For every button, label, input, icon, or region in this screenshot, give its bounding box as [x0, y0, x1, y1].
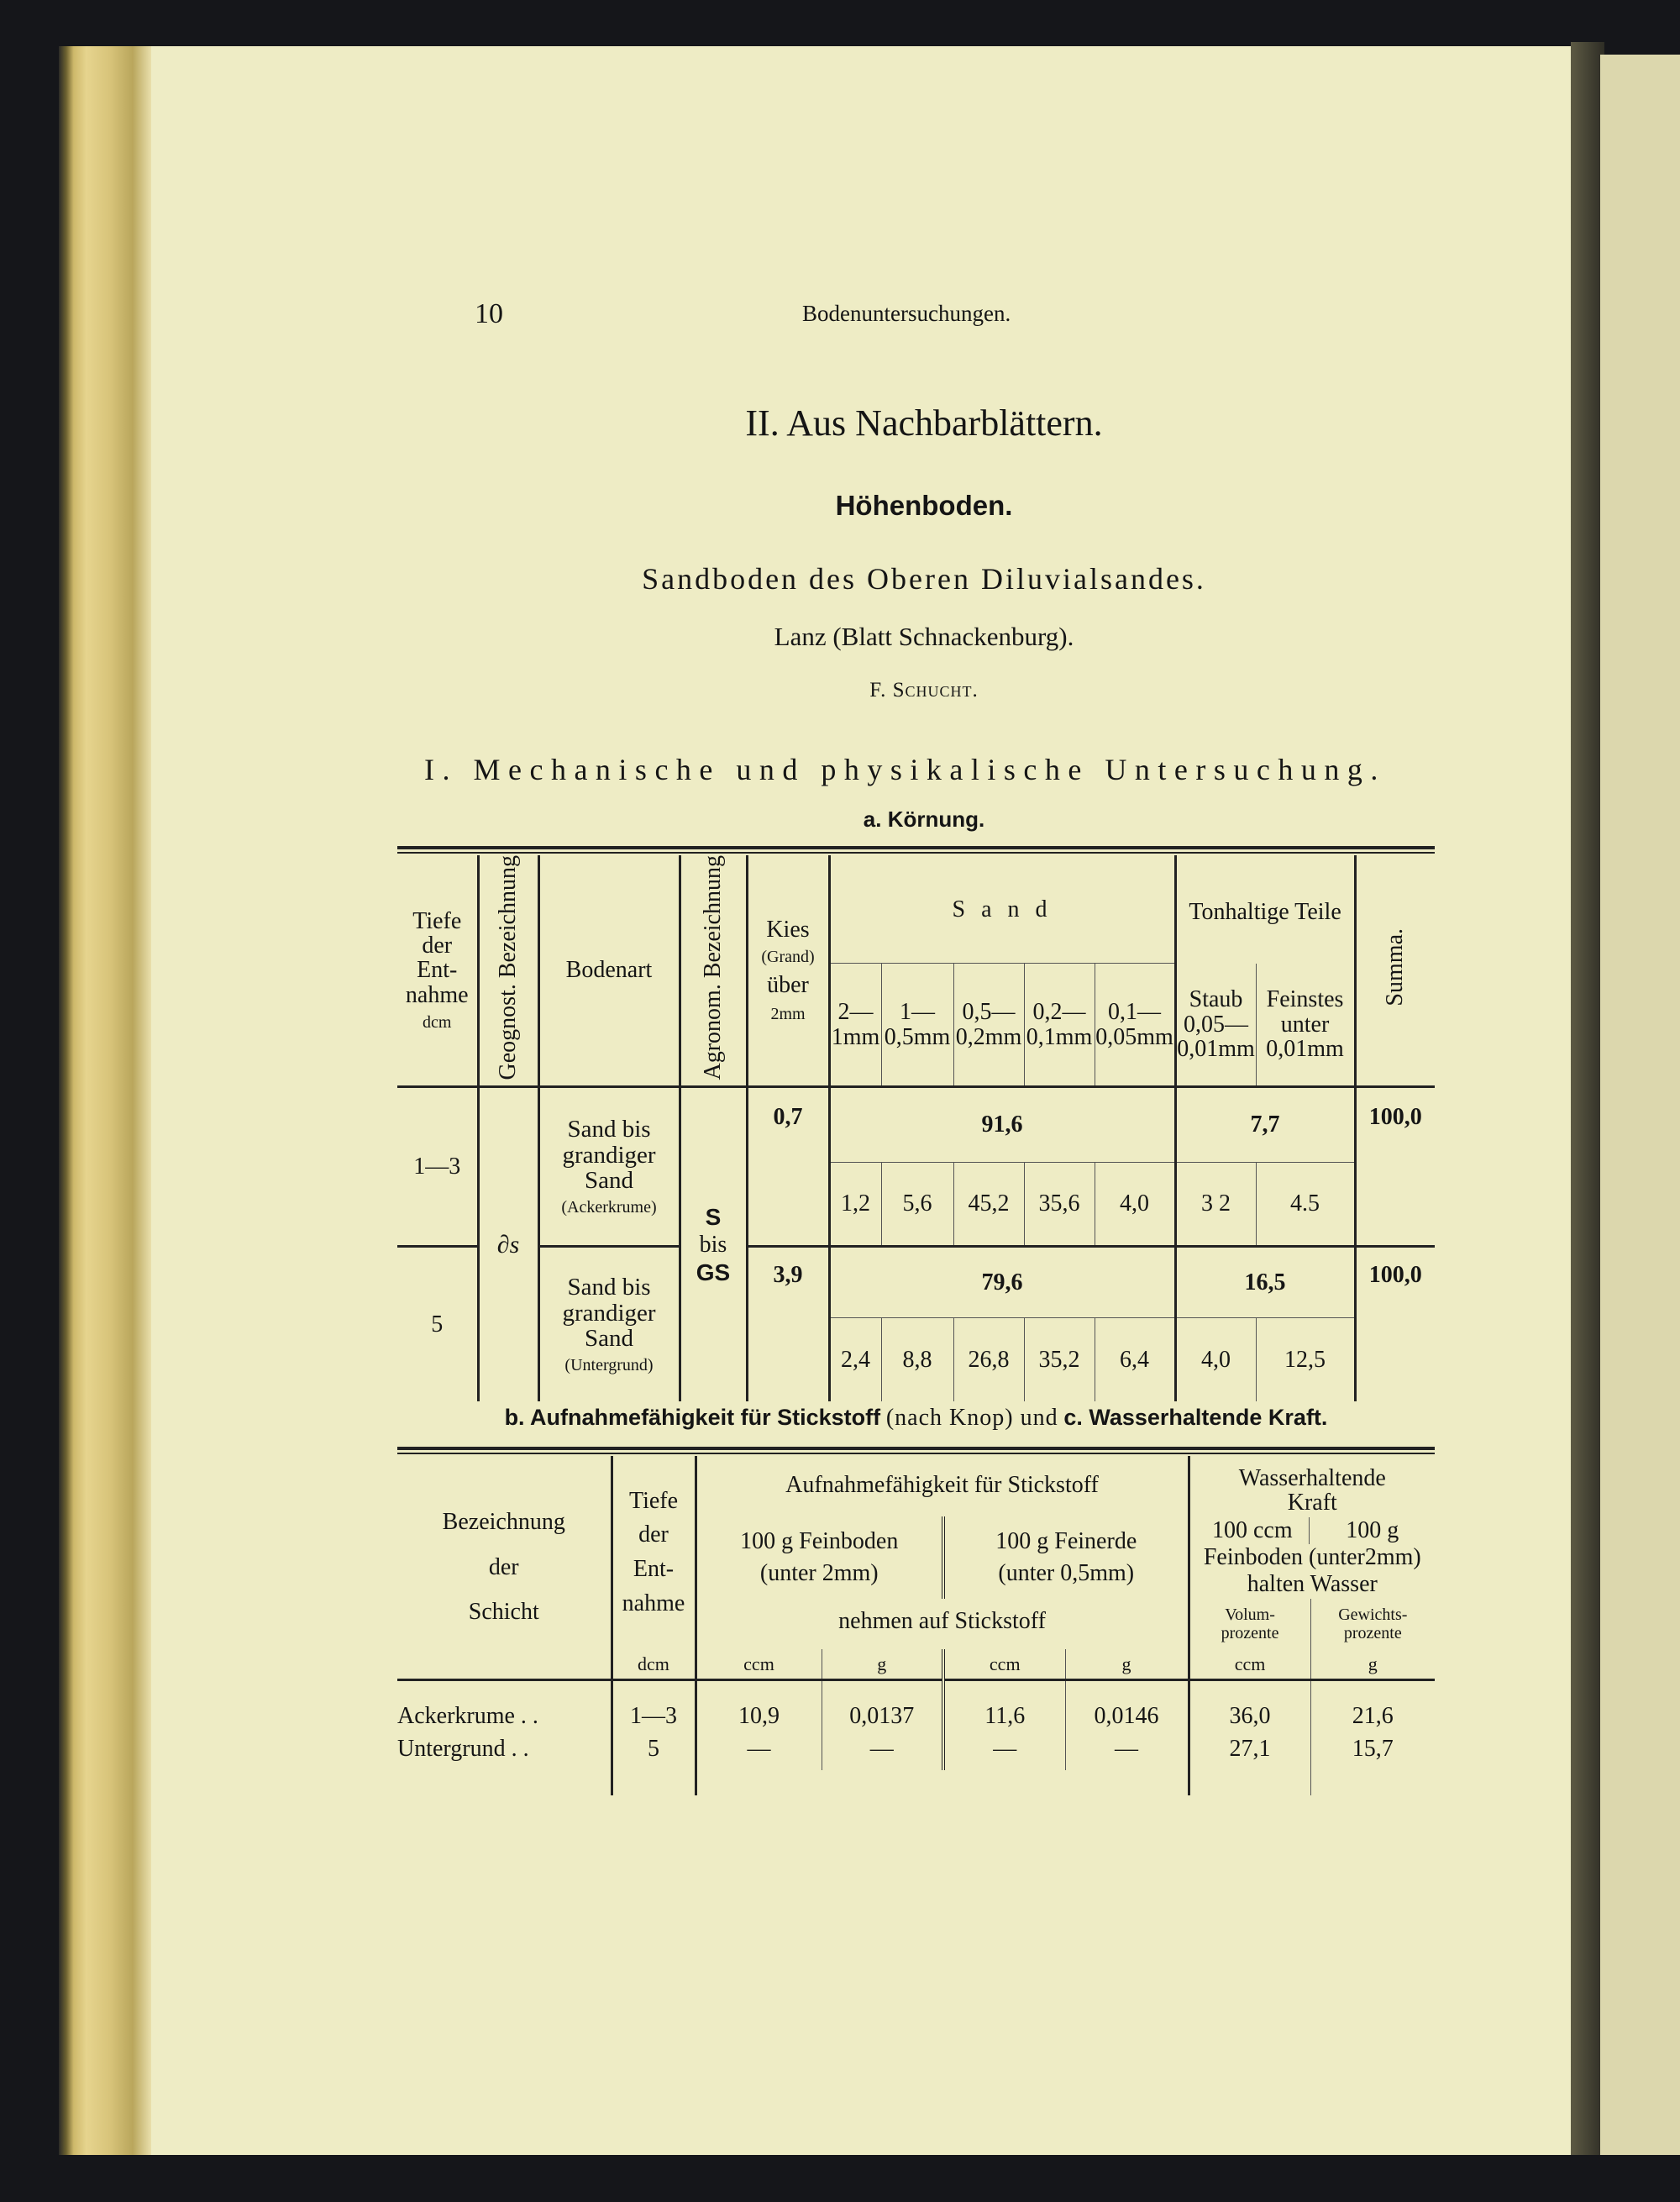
geognost-value: ∂s	[478, 1086, 538, 1401]
header-feinboden: 100 g Feinboden (unter 2mm)	[696, 1516, 943, 1599]
header-sand-col-4: 0,2— 0,1mm	[1024, 964, 1095, 1086]
location: Lanz (Blatt Schnackenburg).	[774, 622, 1074, 651]
row2-sand-2: 8,8	[881, 1317, 953, 1401]
row1-kies: 0,7	[747, 1086, 829, 1246]
row-b-spacer-5	[1310, 1770, 1435, 1795]
row2-tiefe: 5	[397, 1246, 478, 1401]
unit-ccm-1: ccm	[696, 1649, 822, 1679]
spine-shadow	[1571, 42, 1604, 2155]
row-b2-v3: —	[943, 1728, 1065, 1770]
row2-sand-1: 2,4	[829, 1317, 881, 1401]
running-title: Bodenuntersuchungen.	[802, 301, 1011, 326]
unit-ccm-2: ccm	[943, 1649, 1065, 1679]
row1-bodenart: Sand bis grandiger Sand (Ackerkrume)	[538, 1086, 680, 1246]
header-sand: S a n d	[829, 855, 1175, 964]
soil-title: Sandboden des Oberen Diluvialsandes.	[642, 562, 1206, 596]
row-b1-v2: 0,0137	[822, 1679, 943, 1728]
header-volum: Volum- prozente	[1189, 1599, 1310, 1649]
row-b2-v4: —	[1065, 1728, 1189, 1770]
header-kies: Kies (Grand) über 2mm	[747, 855, 829, 1086]
header-gewichts: Gewichts- prozente	[1338, 1606, 1408, 1642]
header-ton: Tonhaltige Teile	[1175, 855, 1355, 964]
row-b-spacer-3	[696, 1770, 1189, 1795]
header-bezeichnung: Bezeichnung der Schicht	[397, 1456, 612, 1679]
part1-title: I. Mechanische und physikalische Untersuchung.	[424, 753, 1386, 786]
table-b	[397, 1456, 1435, 1795]
row1-feinstes: 4.5	[1256, 1162, 1355, 1246]
page-number: 10	[475, 298, 503, 329]
row-b2-vol: 27,1	[1189, 1728, 1310, 1770]
row1-sand-5: 4,0	[1095, 1162, 1175, 1246]
unit-tiefe: dcm	[612, 1649, 696, 1679]
header-sand-col-5: 0,1— 0,05mm	[1095, 964, 1175, 1086]
row-b1-v1: 10,9	[696, 1679, 822, 1728]
row-b-spacer-1	[397, 1770, 612, 1795]
row1-sand-3: 45,2	[953, 1162, 1024, 1246]
header-geognost: Geognost. Bezeichnung	[478, 855, 538, 1086]
header-summa: Summa.	[1355, 855, 1435, 1086]
unit-g-1: g	[822, 1649, 943, 1679]
row1-ton-total: 7,7	[1175, 1086, 1355, 1162]
book-edge	[59, 46, 151, 2155]
table-b-title: b. Aufnahmefähigkeit für Stickstoff (nach Knop) und c. Wasserhaltende Kraft.	[504, 1405, 1328, 1431]
row2-ton-total: 16,5	[1175, 1246, 1355, 1317]
section-title: II. Aus Nachbarblättern.	[745, 402, 1103, 444]
row1-summa: 100,0	[1355, 1086, 1435, 1246]
table-a-title: a. Körnung.	[863, 807, 985, 832]
header-staub: Staub 0,05— 0,01mm	[1175, 964, 1256, 1086]
row2-sand-3: 26,8	[953, 1317, 1024, 1401]
table-a-top-rule-thin	[397, 852, 1435, 854]
row-b1-v3: 11,6	[943, 1679, 1065, 1728]
row1-sand-1: 1,2	[829, 1162, 881, 1246]
header-tiefe: Tiefe der Ent- nahme dcm	[397, 855, 478, 1086]
row-b1-vol: 36,0	[1189, 1679, 1310, 1728]
row-b2-v1: —	[696, 1728, 822, 1770]
header-bodenart: Bodenart	[538, 855, 680, 1086]
row2-kies: 3,9	[747, 1246, 829, 1401]
row1-sand-2: 5,6	[881, 1162, 953, 1246]
row2-sand-5: 6,4	[1095, 1317, 1175, 1401]
row1-sand-4: 35,6	[1024, 1162, 1095, 1246]
agronom-value: S bis GS	[680, 1086, 747, 1401]
row2-summa: 100,0	[1368, 1261, 1422, 1288]
table-a-top-rule	[397, 846, 1435, 849]
row2-bodenart: Sand bis grandiger Sand (Untergrund)	[538, 1246, 680, 1401]
table-a	[397, 855, 1435, 1401]
header-sand-col-2: 1— 0,5mm	[881, 964, 953, 1086]
header-aufnahme: Aufnahmefähigkeit für Stickstoff	[696, 1456, 1189, 1516]
row-b1-gew: 21,6	[1352, 1702, 1394, 1729]
row-b2-gew: 15,7	[1352, 1736, 1394, 1763]
row2-feinstes: 12,5	[1256, 1317, 1355, 1401]
header-wasser: Wasserhaltende Kraft	[1238, 1465, 1386, 1516]
row1-staub: 3 2	[1175, 1162, 1256, 1246]
row2-sand-total: 79,6	[829, 1246, 1175, 1317]
header-nehmen: nehmen auf Stickstoff	[696, 1599, 1189, 1649]
subtitle: Höhenboden.	[835, 490, 1013, 521]
header-sand-col-1: 2— 1mm	[829, 964, 881, 1086]
row2-staub: 4,0	[1175, 1317, 1256, 1401]
row-b2-name: Untergrund . .	[397, 1728, 612, 1770]
header-sand-col-3: 0,5— 0,2mm	[953, 964, 1024, 1086]
unit-g-2: g	[1065, 1649, 1189, 1679]
author: F. Schucht.	[869, 679, 979, 702]
table-b-top-rule	[397, 1447, 1435, 1450]
header-agronom: Agronom. Bezeichnung	[680, 855, 747, 1086]
row-b-spacer-4	[1189, 1770, 1310, 1795]
table-b-top-rule-thin	[397, 1453, 1435, 1454]
row-b1-v4: 0,0146	[1065, 1679, 1189, 1728]
row-b2-tiefe: 5	[612, 1728, 696, 1770]
header-feinstes: Feinstes unter 0,01mm	[1256, 964, 1355, 1086]
row1-sand-total: 91,6	[829, 1086, 1175, 1162]
unit-ccm-3: ccm	[1189, 1649, 1310, 1679]
header-tiefe-b: Tiefe der Ent- nahme	[612, 1456, 696, 1649]
row-b1-name: Ackerkrume . .	[397, 1679, 612, 1728]
row-b2-v2: —	[822, 1728, 943, 1770]
unit-g-3: g	[1310, 1649, 1435, 1679]
row-b1-tiefe: 1—3	[612, 1679, 696, 1728]
header-feinerde: 100 g Feinerde (unter 0,5mm)	[943, 1516, 1189, 1599]
next-page-edge	[1600, 55, 1680, 2155]
row1-tiefe: 1—3	[397, 1086, 478, 1246]
row2-sand-4: 35,2	[1024, 1317, 1095, 1401]
row-b-spacer-2	[612, 1770, 696, 1795]
header-wasser-sub: 100 ccm 100 g Feinboden (unter2mm) halten Wasser	[1189, 1516, 1435, 1599]
